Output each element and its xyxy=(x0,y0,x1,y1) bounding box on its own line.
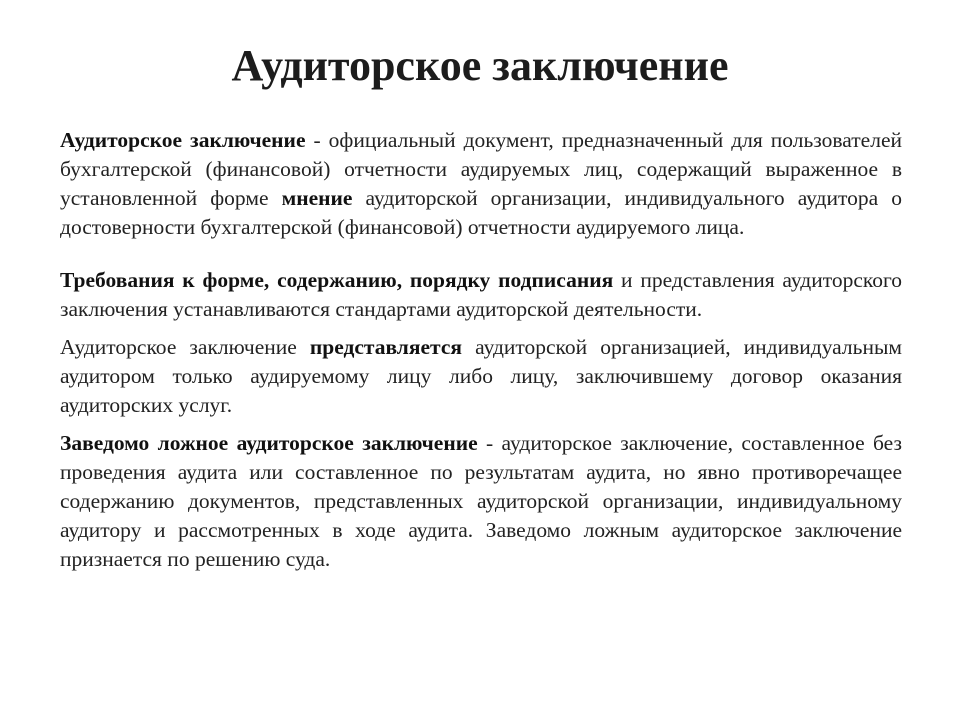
paragraph-definition xyxy=(60,126,902,242)
false-report-text: - аудиторское заключение, составленное без проведения аудита или составленное по результатам аудита, но явно противоречащее содержанию документов, представленных аудиторской организации, индивидуальному аудитору и рассмотренных в ходе аудита. Заведомо ложным аудиторское заключение признается по решению суда. xyxy=(60,431,902,571)
requirements-text: и представления аудиторского заключения устанавливаются стандартами аудиторской деятельности. xyxy=(60,268,902,321)
paragraph-presentation xyxy=(60,333,902,420)
definition-text-end: аудиторской организации, индивидуального аудитора о достоверности бухгалтерской (финансовой) отчетности аудируемого лица. xyxy=(60,186,902,239)
paragraph-false-report xyxy=(60,429,902,574)
paragraph-requirements xyxy=(60,266,902,324)
definition-text: - официальный документ, предназначенный для пользователей бухгалтерской (финансовой) отчетности аудируемых лиц, содержащий выраженное в установленной форме xyxy=(60,128,902,210)
term-false-report: Заведомо ложное аудиторское заключение xyxy=(60,431,478,455)
term-auditor-report: Аудиторское заключение xyxy=(60,128,306,152)
slide-body xyxy=(60,126,902,574)
presentation-text-end: аудиторской организацией, индивидуальным аудитором только аудируемому лицу либо лицу, заключившему договор оказания аудиторских услуг. xyxy=(60,335,902,417)
term-presented: представляется xyxy=(309,335,463,359)
slide-title: Аудиторское заключение xyxy=(231,41,729,90)
presentation-text-start: Аудиторское заключение xyxy=(60,335,310,359)
term-opinion: мнение xyxy=(281,186,353,210)
term-requirements: Требования к форме, содержанию, порядку подписания xyxy=(60,268,614,292)
